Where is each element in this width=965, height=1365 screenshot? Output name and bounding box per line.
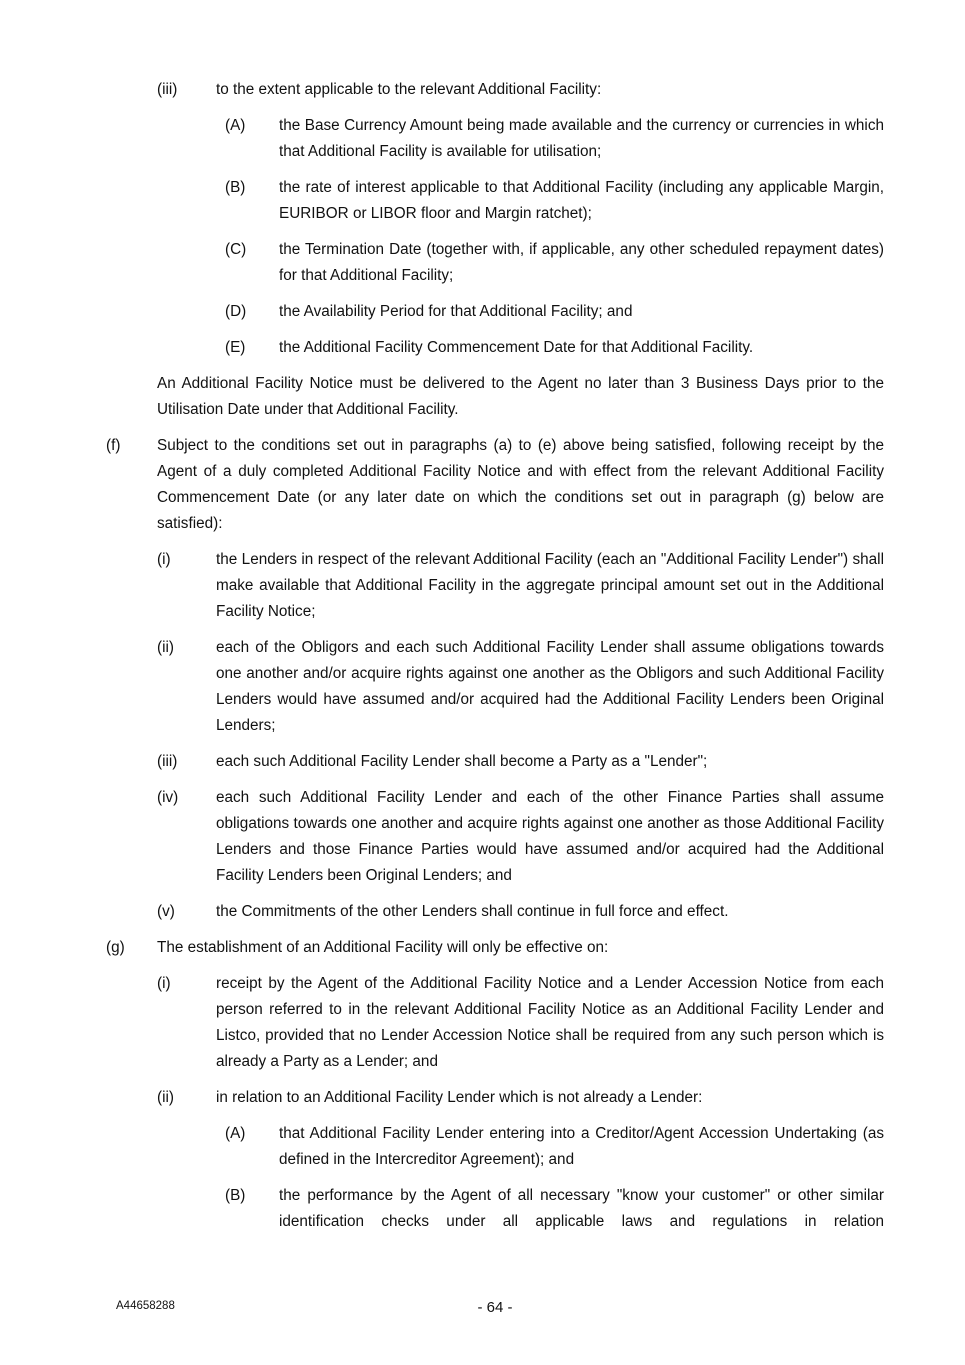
- item-number-A: (A): [225, 117, 246, 134]
- item-text-g-i: receipt by the Agent of the Additional Facility Notice and a Lender Accession Notice from each person referred to in the relevant Additional Facility Notice as an Additional Facility Lender and Listco, provided that no Lender Accession Notice shall be required from any such person which is already a Party as a Lender; and: [216, 975, 884, 1070]
- item-text-E: the Additional Facility Commencement Date for that Additional Facility.: [279, 339, 754, 356]
- item-text-g-A: that Additional Facility Lender entering into a Creditor/Agent Accession Undertaking (as defined in the Intercreditor Agreement); and: [279, 1125, 884, 1168]
- item-number-f-i: (i): [157, 551, 171, 568]
- item-number-g-A: (A): [225, 1125, 246, 1142]
- item-number-B: (B): [225, 179, 246, 196]
- item-number-f-iv: (iv): [157, 789, 179, 806]
- item-number-g-B: (B): [225, 1187, 246, 1204]
- item-text-g-B: the performance by the Agent of all necessary "know your customer" or other similar identification checks under all applicable laws and regulations in relation: [279, 1187, 884, 1230]
- item-number-g-ii: (ii): [157, 1089, 174, 1106]
- item-number-D: (D): [225, 303, 247, 320]
- document-reference: A44658288: [116, 1300, 175, 1312]
- item-text-B: the rate of interest applicable to that Additional Facility (including any applicable Margin, EURIBOR or LIBOR floor and Margin ratchet);: [279, 179, 884, 222]
- item-number-f-iii: (iii): [157, 753, 178, 770]
- item-number-f-ii: (ii): [157, 639, 174, 656]
- notice-paragraph: An Additional Facility Notice must be delivered to the Agent no later than 3 Business Days prior to the Utilisation Date under that Additional Facility.: [157, 375, 884, 418]
- item-number-C: (C): [225, 241, 247, 258]
- item-number-g: (g): [106, 939, 125, 956]
- item-text-iii: to the extent applicable to the relevant Additional Facility:: [216, 81, 602, 98]
- item-text-f-v: the Commitments of the other Lenders shall continue in full force and effect.: [216, 903, 729, 920]
- item-text-A: the Base Currency Amount being made available and the currency or currencies in which that Additional Facility is available for utilisation;: [279, 117, 884, 160]
- item-text-g: The establishment of an Additional Facility will only be effective on:: [157, 939, 609, 956]
- item-text-g-ii: in relation to an Additional Facility Lender which is not already a Lender:: [216, 1089, 703, 1106]
- item-number-f: (f): [106, 437, 121, 454]
- item-text-f-ii: each of the Obligors and each such Additional Facility Lender shall assume obligations towards one another and/or acquire rights against one another as the Obligors and such Additional Facility Lenders would have assumed and/or acquired had the Additional Facility Lenders been Original Lenders;: [216, 639, 884, 734]
- item-text-f-iv: each such Additional Facility Lender and each of the other Finance Parties shall assume obligations towards one another and acquire rights against one another as those Additional Facility Lenders and those Finance Parties would have assumed and/or acquired had the Additional Facility Lenders been Original Lenders; and: [216, 789, 884, 884]
- item-text-f-iii: each such Additional Facility Lender shall become a Party as a "Lender";: [216, 753, 708, 770]
- item-number-E: (E): [225, 339, 246, 356]
- item-number-g-i: (i): [157, 975, 171, 992]
- item-text-f-i: the Lenders in respect of the relevant Additional Facility (each an "Additional Facility Lender") shall make available that Additional Facility in the aggregate principal amount set out in the Additional Facility Notice;: [216, 551, 884, 620]
- item-text-C: the Termination Date (together with, if applicable, any other scheduled repayment dates) for that Additional Facility;: [279, 241, 884, 284]
- item-number-iii: (iii): [157, 81, 178, 98]
- item-number-f-v: (v): [157, 903, 175, 920]
- item-text-D: the Availability Period for that Additional Facility; and: [279, 303, 633, 320]
- item-text-f: Subject to the conditions set out in paragraphs (a) to (e) above being satisfied, following receipt by the Agent of a duly completed Additional Facility Notice and with effect from the relevant Additional Facility Commencement Date (or any later date on which the conditions set out in paragraph (g) below are satisfied):: [157, 437, 884, 532]
- page-number: - 64 -: [477, 1299, 513, 1316]
